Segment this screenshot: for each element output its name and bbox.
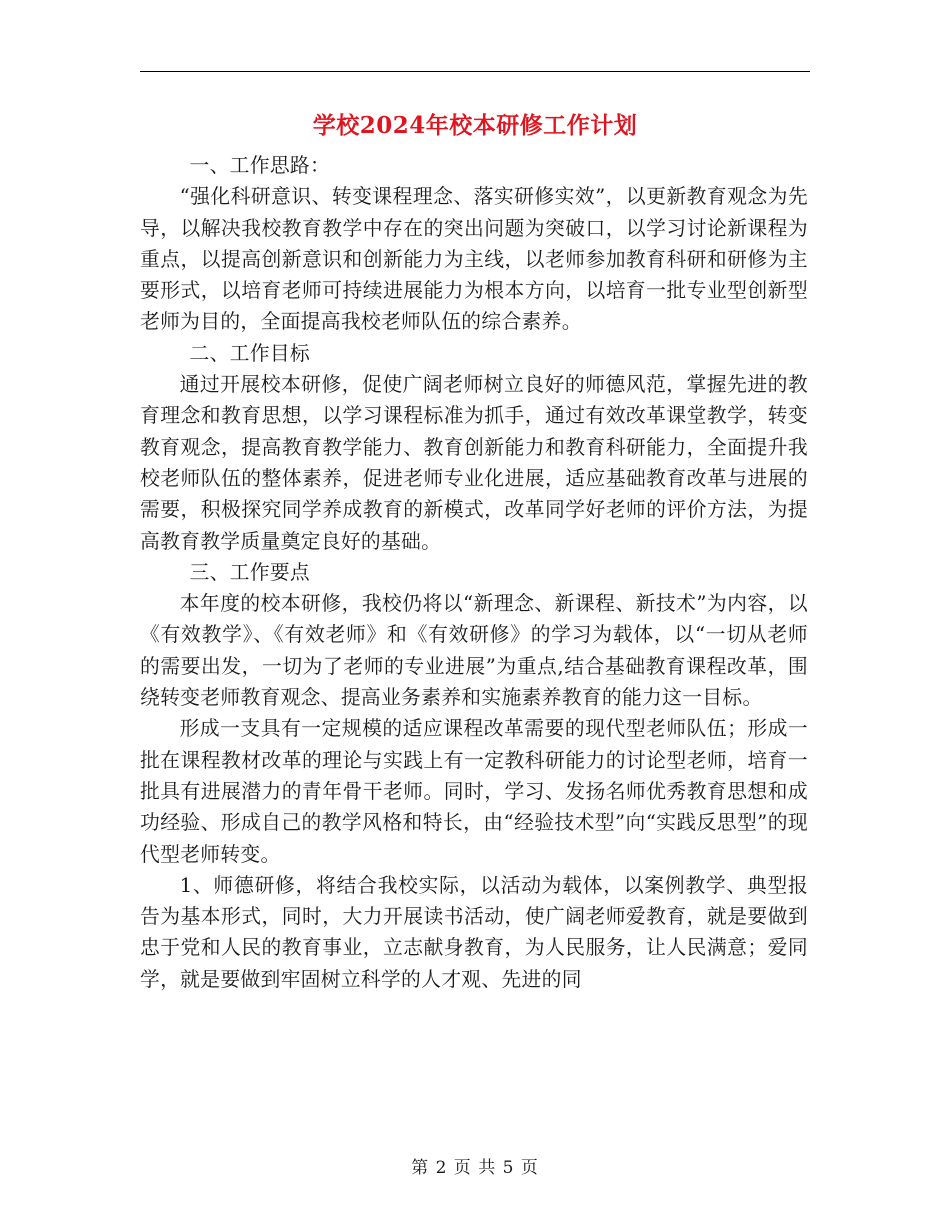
section-heading-2: 二、工作目标 bbox=[189, 341, 310, 365]
document-title: 学校2024年校本研修工作计划 bbox=[312, 112, 638, 139]
header-rule bbox=[140, 71, 810, 72]
document-body bbox=[140, 150, 808, 995]
section-heading-3: 三、工作要点 bbox=[189, 560, 310, 584]
section-heading-1: 一、工作思路： bbox=[189, 154, 331, 177]
paragraph-work-approach: “强化科研意识、转变课程理念、落实研修实效”，以更新教育观念为先导，以解决我校教育教学中存在的突出问题为突破口，以学习讨论新课程为重点，以提高创新意识和创新能力为主线，以老师参加教育科研和研修为主要形式，以培育老师可持续进展能力为根本方向，以培育一批专业型创新型老师为目的，全面提高我校老师队伍的综合素养。 bbox=[140, 185, 808, 334]
page-number-footer: 第 2 页 共 5 页 bbox=[411, 1158, 539, 1178]
paragraph-ethics-training: 1、师德研修，将结合我校实际，以活动为载体，以案例教学、典型报告为基本形式，同时，大力开展读书活动，使广阔老师爱教育，就是要做到忠于党和人民的教育事业，立志献身教育，为人民服务，让人民满意；爱同学，就是要做到牢固树立科学的人才观、先进的同 bbox=[140, 873, 808, 991]
paragraph-work-goals: 通过开展校本研修，促使广阔老师树立良好的师德风范，掌握先进的教育理念和教育思想，以学习课程标准为抓手，通过有效改革课堂教学，转变教育观念，提高教育教学能力、教育创新能力和教育科研能力，全面提升我校老师队伍的整体素养，促进老师专业化进展，适应基础教育改革与进展的需要，积极探究同学养成教育的新模式，改革同学好老师的评价方法，为提高教育教学质量奠定良好的基础。 bbox=[140, 373, 808, 553]
paragraph-key-points: 本年度的校本研修，我校仍将以“新理念、新课程、新技术”为内容，以《有效教学》、《有效老师》和《有效研修》的学习为载体，以“一切从老师的需要出发，一切为了老师的专业进展”为重点,结合基础教育课程改革，围绕转变老师教育观念、提高业务素养和实施素养教育的能力这一目标。 bbox=[140, 592, 808, 710]
paragraph-teacher-team: 形成一支具有一定规模的适应课程改革需要的现代型老师队伍；形成一批在课程教材改革的理论与实践上有一定教科研能力的讨论型老师，培育一批具有进展潜力的青年骨干老师。同时，学习、发扬名师优秀教育思想和成功经验、形成自己的教学风格和特长，由“经验技术型”向“实践反思型”的现代型老师转变。 bbox=[140, 717, 808, 866]
